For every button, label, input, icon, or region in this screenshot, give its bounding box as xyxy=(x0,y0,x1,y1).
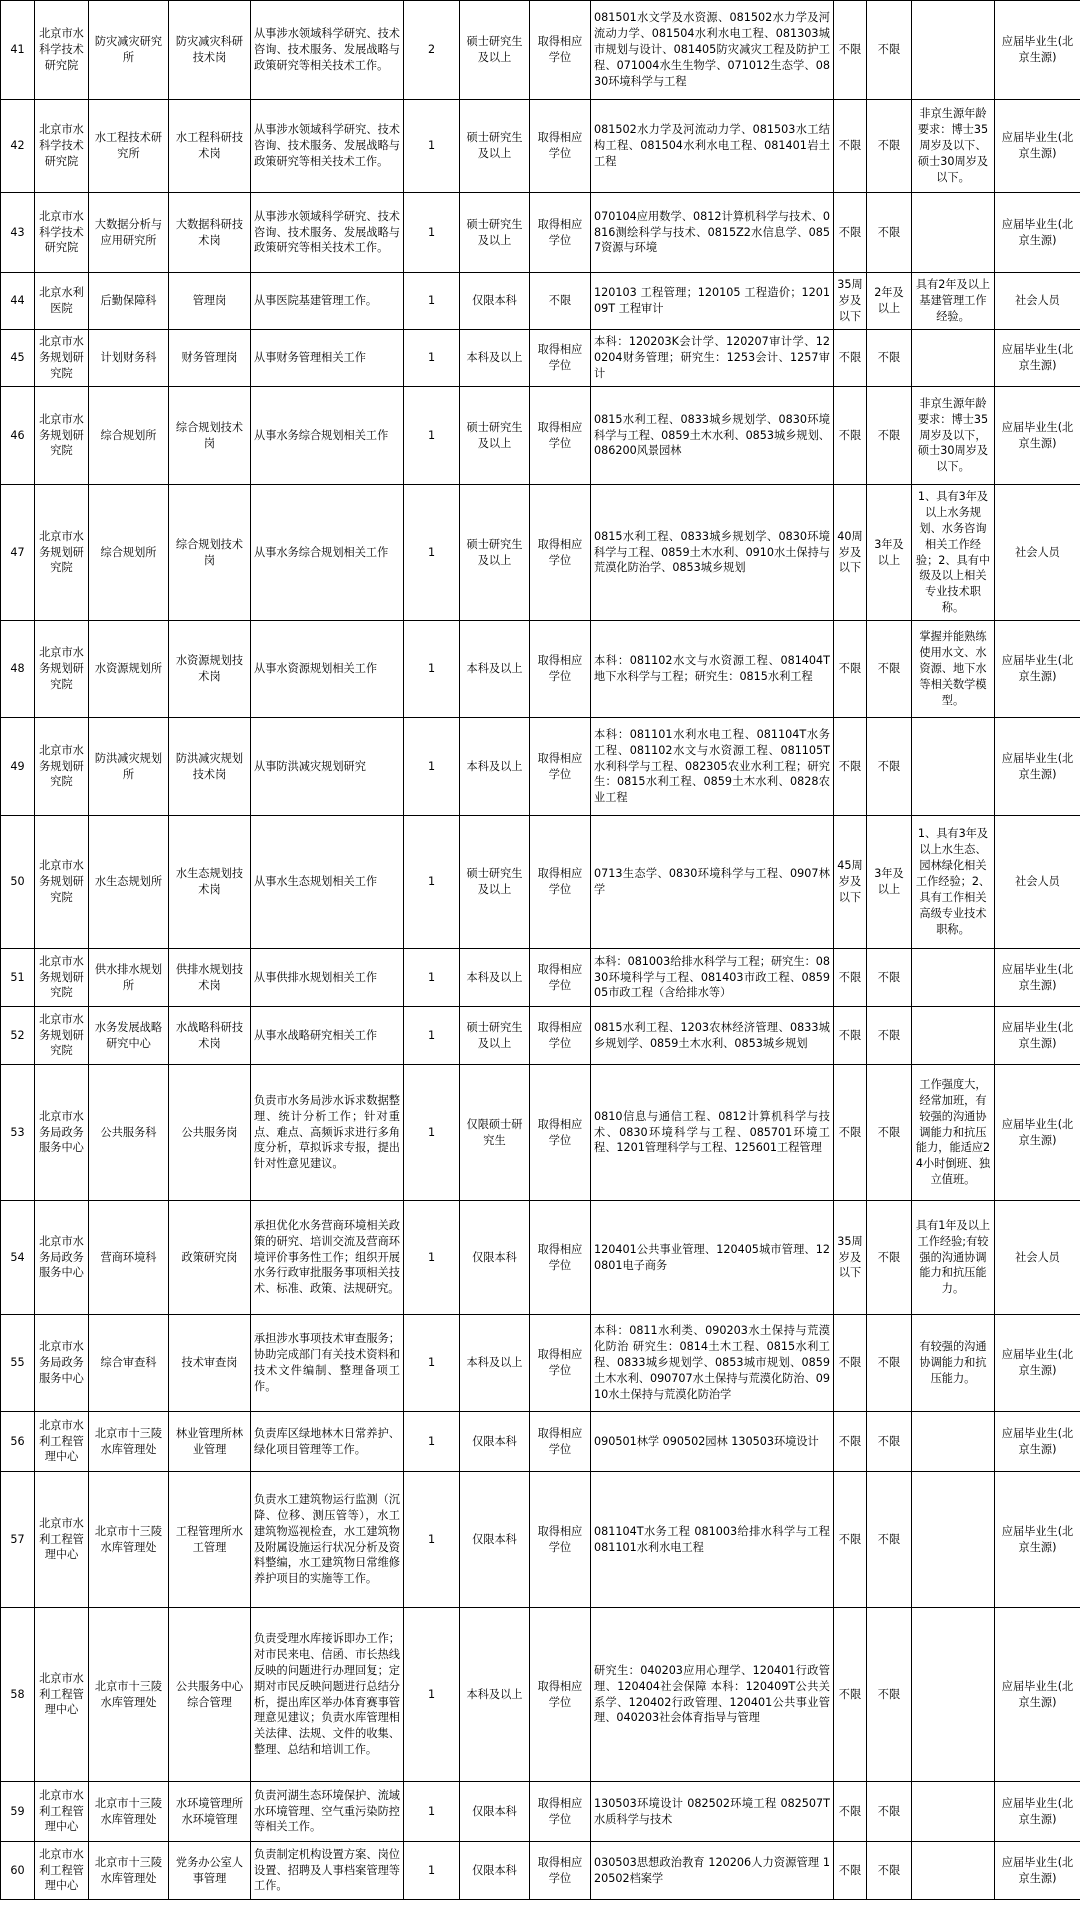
table-row xyxy=(1,718,1080,816)
row-number-cell: 49 xyxy=(1,718,35,816)
job-description-cell: 从事供排水规划相关工作 xyxy=(251,949,404,1007)
major-requirement-cell: 090501林学 090502园林 130503环境设计 xyxy=(591,1412,834,1472)
job-description-cell: 负责河湖生态环境保护、流域水环境管理、空气重污染防控等相关工作。 xyxy=(251,1782,404,1842)
education-cell: 仅限本科 xyxy=(460,1842,530,1900)
unit-name-cell: 北京市水务局政务服务中心 xyxy=(35,1315,89,1412)
table-row xyxy=(1,387,1080,485)
unit-name-cell: 北京市水利工程管理中心 xyxy=(35,1412,89,1472)
age-requirement-cell: 不限 xyxy=(834,1472,867,1608)
headcount-cell: 1 xyxy=(404,273,460,330)
major-requirement-cell: 本科：081003给排水科学与工程；研究生：0830环境科学与工程、081403市政工程、085905市政工程（含给排水等） xyxy=(591,949,834,1007)
education-cell: 仅限硕士研究生 xyxy=(460,1065,530,1201)
row-number-cell: 43 xyxy=(1,193,35,273)
department-cell: 综合审查科 xyxy=(89,1315,169,1412)
other-requirement-cell: 具有1年及以上工作经验;有较强的沟通协调能力和抗压能力。 xyxy=(912,1201,995,1315)
unit-name-cell: 北京市水科学技术研究院 xyxy=(35,1,89,100)
candidate-source-cell: 应届毕业生(北京生源) xyxy=(995,1412,1080,1472)
table-row xyxy=(1,1,1080,100)
major-requirement-cell: 0713生态学、0830环境科学与工程、0907林学 xyxy=(591,816,834,949)
candidate-source-cell: 应届毕业生(北京生源) xyxy=(995,1472,1080,1608)
degree-cell: 取得相应学位 xyxy=(530,1201,591,1315)
education-cell: 本科及以上 xyxy=(460,1315,530,1412)
candidate-source-cell: 应届毕业生(北京生源) xyxy=(995,330,1080,387)
degree-cell: 不限 xyxy=(530,273,591,330)
age-requirement-cell: 35周岁及以下 xyxy=(834,1201,867,1315)
unit-name-cell: 北京市水务局政务服务中心 xyxy=(35,1201,89,1315)
headcount-cell: 1 xyxy=(404,949,460,1007)
headcount-cell: 1 xyxy=(404,1782,460,1842)
experience-requirement-cell: 3年及以上 xyxy=(867,485,912,621)
job-description-cell: 从事防洪减灾规划研究 xyxy=(251,718,404,816)
degree-cell: 取得相应学位 xyxy=(530,1842,591,1900)
unit-name-cell: 北京水利医院 xyxy=(35,273,89,330)
table-row xyxy=(1,949,1080,1007)
education-cell: 本科及以上 xyxy=(460,1608,530,1782)
job-description-cell: 负责制定机构设置方案、岗位设置、招聘及人事档案管理等工作。 xyxy=(251,1842,404,1900)
unit-name-cell: 北京市水务局政务服务中心 xyxy=(35,1065,89,1201)
unit-name-cell: 北京市水务规划研究院 xyxy=(35,949,89,1007)
unit-name-cell: 北京市水利工程管理中心 xyxy=(35,1842,89,1900)
headcount-cell: 1 xyxy=(404,1065,460,1201)
degree-cell: 取得相应学位 xyxy=(530,1472,591,1608)
headcount-cell: 1 xyxy=(404,193,460,273)
department-cell: 北京市十三陵水库管理处 xyxy=(89,1782,169,1842)
education-cell: 硕士研究生及以上 xyxy=(460,1,530,100)
experience-requirement-cell: 不限 xyxy=(867,193,912,273)
row-number-cell: 56 xyxy=(1,1412,35,1472)
unit-name-cell: 北京市水务规划研究院 xyxy=(35,387,89,485)
headcount-cell: 1 xyxy=(404,485,460,621)
other-requirement-cell xyxy=(912,1782,995,1842)
unit-name-cell: 北京市水科学技术研究院 xyxy=(35,100,89,193)
education-cell: 硕士研究生及以上 xyxy=(460,816,530,949)
experience-requirement-cell: 不限 xyxy=(867,1782,912,1842)
job-description-cell: 从事涉水领域科学研究、技术咨询、技术服务、发展战略与政策研究等相关技术工作。 xyxy=(251,193,404,273)
education-cell: 硕士研究生及以上 xyxy=(460,193,530,273)
job-description-cell: 从事水战略研究相关工作 xyxy=(251,1007,404,1065)
department-cell: 北京市十三陵水库管理处 xyxy=(89,1842,169,1900)
major-requirement-cell: 130503环境设计 082502环境工程 082507T水质科学与技术 xyxy=(591,1782,834,1842)
experience-requirement-cell: 3年及以上 xyxy=(867,816,912,949)
degree-cell: 取得相应学位 xyxy=(530,100,591,193)
education-cell: 仅限本科 xyxy=(460,1472,530,1608)
major-requirement-cell: 081104T水务工程 081003给排水科学与工程 081101水利水电工程 xyxy=(591,1472,834,1608)
education-cell: 硕士研究生及以上 xyxy=(460,1007,530,1065)
table-row xyxy=(1,1065,1080,1201)
other-requirement-cell xyxy=(912,1842,995,1900)
job-description-cell: 从事水务综合规划相关工作 xyxy=(251,485,404,621)
other-requirement-cell: 非京生源年龄要求：博士35周岁及以下，硕士30周岁及以下。 xyxy=(912,387,995,485)
candidate-source-cell: 社会人员 xyxy=(995,1201,1080,1315)
education-cell: 硕士研究生及以上 xyxy=(460,387,530,485)
candidate-source-cell: 应届毕业生(北京生源) xyxy=(995,1842,1080,1900)
candidate-source-cell: 应届毕业生(北京生源) xyxy=(995,621,1080,718)
age-requirement-cell: 不限 xyxy=(834,1842,867,1900)
row-number-cell: 58 xyxy=(1,1608,35,1782)
unit-name-cell: 北京市水务规划研究院 xyxy=(35,1007,89,1065)
row-number-cell: 53 xyxy=(1,1065,35,1201)
unit-name-cell: 北京市水利工程管理中心 xyxy=(35,1472,89,1608)
candidate-source-cell: 应届毕业生(北京生源) xyxy=(995,1065,1080,1201)
other-requirement-cell xyxy=(912,1007,995,1065)
other-requirement-cell: 掌握并能熟练使用水文、水资源、地下水等相关数学模型。 xyxy=(912,621,995,718)
table-row xyxy=(1,621,1080,718)
table-row xyxy=(1,1412,1080,1472)
education-cell: 本科及以上 xyxy=(460,718,530,816)
department-cell: 综合规划所 xyxy=(89,485,169,621)
headcount-cell: 1 xyxy=(404,387,460,485)
row-number-cell: 46 xyxy=(1,387,35,485)
education-cell: 本科及以上 xyxy=(460,621,530,718)
job-description-cell: 负责库区绿地林木日常养护、绿化项目管理等工作。 xyxy=(251,1412,404,1472)
other-requirement-cell xyxy=(912,718,995,816)
row-number-cell: 60 xyxy=(1,1842,35,1900)
other-requirement-cell: 非京生源年龄要求：博士35周岁及以下、硕士30周岁及以下。 xyxy=(912,100,995,193)
age-requirement-cell: 不限 xyxy=(834,718,867,816)
table-row xyxy=(1,816,1080,949)
department-cell: 营商环境科 xyxy=(89,1201,169,1315)
post-name-cell: 政策研究岗 xyxy=(169,1201,251,1315)
education-cell: 本科及以上 xyxy=(460,330,530,387)
major-requirement-cell: 030503思想政治教育 120206人力资源管理 120502档案学 xyxy=(591,1842,834,1900)
department-cell: 公共服务科 xyxy=(89,1065,169,1201)
education-cell: 仅限本科 xyxy=(460,1782,530,1842)
post-name-cell: 公共服务岗 xyxy=(169,1065,251,1201)
post-name-cell: 供排水规划技术岗 xyxy=(169,949,251,1007)
education-cell: 仅限本科 xyxy=(460,1201,530,1315)
row-number-cell: 41 xyxy=(1,1,35,100)
candidate-source-cell: 应届毕业生(北京生源) xyxy=(995,1315,1080,1412)
major-requirement-cell: 本科：081101水利水电工程、081104T水务工程、081102水文与水资源工程、081105T水利科学与工程、082305农业水利工程；研究生：0815水利工程、0859土木水利、0828农业工程 xyxy=(591,718,834,816)
degree-cell: 取得相应学位 xyxy=(530,193,591,273)
unit-name-cell: 北京市水科学技术研究院 xyxy=(35,193,89,273)
department-cell: 水生态规划所 xyxy=(89,816,169,949)
candidate-source-cell: 应届毕业生(北京生源) xyxy=(995,1608,1080,1782)
headcount-cell: 2 xyxy=(404,1,460,100)
major-requirement-cell: 120103 工程管理；120105 工程造价；120109T 工程审计 xyxy=(591,273,834,330)
department-cell: 北京市十三陵水库管理处 xyxy=(89,1608,169,1782)
headcount-cell: 1 xyxy=(404,1007,460,1065)
row-number-cell: 54 xyxy=(1,1201,35,1315)
experience-requirement-cell: 不限 xyxy=(867,1007,912,1065)
department-cell: 北京市十三陵水库管理处 xyxy=(89,1472,169,1608)
department-cell: 大数据分析与应用研究所 xyxy=(89,193,169,273)
major-requirement-cell: 本科：081102水文与水资源工程、081404T地下水科学与工程；研究生：0815水利工程 xyxy=(591,621,834,718)
age-requirement-cell: 不限 xyxy=(834,1608,867,1782)
major-requirement-cell: 本科：0811水利类、090203水土保持与荒漠化防治 研究生：0814土木工程、0815水利工程、0833城乡规划学、0853城市规划、0859土木水利、090707水土保持与荒漠化防治、0910水土保持与荒漠化防治学 xyxy=(591,1315,834,1412)
other-requirement-cell xyxy=(912,1,995,100)
table-row xyxy=(1,485,1080,621)
department-cell: 综合规划所 xyxy=(89,387,169,485)
age-requirement-cell: 不限 xyxy=(834,330,867,387)
department-cell: 计划财务科 xyxy=(89,330,169,387)
degree-cell: 取得相应学位 xyxy=(530,1412,591,1472)
candidate-source-cell: 社会人员 xyxy=(995,273,1080,330)
degree-cell: 取得相应学位 xyxy=(530,1782,591,1842)
row-number-cell: 50 xyxy=(1,816,35,949)
candidate-source-cell: 应届毕业生(北京生源) xyxy=(995,100,1080,193)
post-name-cell: 水战略科研技术岗 xyxy=(169,1007,251,1065)
major-requirement-cell: 0815水利工程、0833城乡规划学、0830环境科学与工程、0859土木水利、0853城乡规划、086200风景园林 xyxy=(591,387,834,485)
experience-requirement-cell: 不限 xyxy=(867,949,912,1007)
job-description-cell: 负责水工建筑物运行监测（沉降、位移、测压管等），水工建筑物巡视检查，水工建筑物及附属设施运行状况分析及资料整编，水工建筑物日常维修养护项目的实施等工作。 xyxy=(251,1472,404,1608)
job-description-cell: 负责市水务局涉水诉求数据整理、统计分析工作；针对重点、难点、高频诉求进行多角度分析，草拟诉求专报，提出针对性意见建议。 xyxy=(251,1065,404,1201)
major-requirement-cell: 081502水力学及河流动力学、081503水工结构工程、081504水利水电工程、081401岩土工程 xyxy=(591,100,834,193)
age-requirement-cell: 35周岁及以下 xyxy=(834,273,867,330)
experience-requirement-cell: 不限 xyxy=(867,1412,912,1472)
candidate-source-cell: 应届毕业生(北京生源) xyxy=(995,387,1080,485)
row-number-cell: 55 xyxy=(1,1315,35,1412)
degree-cell: 取得相应学位 xyxy=(530,330,591,387)
candidate-source-cell: 应届毕业生(北京生源) xyxy=(995,1007,1080,1065)
table-row xyxy=(1,1201,1080,1315)
degree-cell: 取得相应学位 xyxy=(530,1,591,100)
education-cell: 硕士研究生及以上 xyxy=(460,100,530,193)
other-requirement-cell xyxy=(912,330,995,387)
row-number-cell: 52 xyxy=(1,1007,35,1065)
job-description-cell: 从事水资源规划相关工作 xyxy=(251,621,404,718)
job-description-cell: 从事水生态规划相关工作 xyxy=(251,816,404,949)
experience-requirement-cell: 不限 xyxy=(867,1,912,100)
education-cell: 仅限本科 xyxy=(460,1412,530,1472)
other-requirement-cell xyxy=(912,949,995,1007)
degree-cell: 取得相应学位 xyxy=(530,718,591,816)
headcount-cell: 1 xyxy=(404,718,460,816)
degree-cell: 取得相应学位 xyxy=(530,387,591,485)
job-description-cell: 承担优化水务营商环境相关政策的研究、培训交流及营商环境评价事务性工作；组织开展水务行政审批服务事项相关技术、标准、政策、法规研究。 xyxy=(251,1201,404,1315)
table-row xyxy=(1,1608,1080,1782)
table-row xyxy=(1,1472,1080,1608)
post-name-cell: 技术审查岗 xyxy=(169,1315,251,1412)
experience-requirement-cell: 不限 xyxy=(867,1065,912,1201)
major-requirement-cell: 0810信息与通信工程、0812计算机科学与技术、0830环境科学与工程、085701环境工程、1201管理科学与工程、125601工程管理 xyxy=(591,1065,834,1201)
post-name-cell: 防洪减灾规划技术岗 xyxy=(169,718,251,816)
unit-name-cell: 北京市水利工程管理中心 xyxy=(35,1608,89,1782)
candidate-source-cell: 应届毕业生(北京生源) xyxy=(995,1782,1080,1842)
row-number-cell: 45 xyxy=(1,330,35,387)
age-requirement-cell: 不限 xyxy=(834,1315,867,1412)
row-number-cell: 48 xyxy=(1,621,35,718)
headcount-cell: 1 xyxy=(404,1412,460,1472)
experience-requirement-cell: 不限 xyxy=(867,1201,912,1315)
post-name-cell: 水环境管理所水环境管理 xyxy=(169,1782,251,1842)
department-cell: 水工程技术研究所 xyxy=(89,100,169,193)
experience-requirement-cell: 不限 xyxy=(867,718,912,816)
candidate-source-cell: 社会人员 xyxy=(995,816,1080,949)
headcount-cell: 1 xyxy=(404,1315,460,1412)
headcount-cell: 1 xyxy=(404,1842,460,1900)
row-number-cell: 59 xyxy=(1,1782,35,1842)
other-requirement-cell xyxy=(912,1472,995,1608)
age-requirement-cell: 不限 xyxy=(834,1007,867,1065)
post-name-cell: 大数据科研技术岗 xyxy=(169,193,251,273)
table-row xyxy=(1,100,1080,193)
age-requirement-cell: 不限 xyxy=(834,100,867,193)
candidate-source-cell: 应届毕业生(北京生源) xyxy=(995,193,1080,273)
age-requirement-cell: 不限 xyxy=(834,949,867,1007)
table-row xyxy=(1,1782,1080,1842)
unit-name-cell: 北京市水务规划研究院 xyxy=(35,485,89,621)
post-name-cell: 水资源规划技术岗 xyxy=(169,621,251,718)
age-requirement-cell: 不限 xyxy=(834,1065,867,1201)
degree-cell: 取得相应学位 xyxy=(530,485,591,621)
headcount-cell: 1 xyxy=(404,1472,460,1608)
headcount-cell: 1 xyxy=(404,330,460,387)
other-requirement-cell: 工作强度大，经常加班，有较强的沟通协调能力和抗压能力，能适应24小时倒班、独立值班。 xyxy=(912,1065,995,1201)
job-description-cell: 从事水务综合规划相关工作 xyxy=(251,387,404,485)
candidate-source-cell: 应届毕业生(北京生源) xyxy=(995,1,1080,100)
degree-cell: 取得相应学位 xyxy=(530,816,591,949)
age-requirement-cell: 45周岁及以下 xyxy=(834,816,867,949)
job-description-cell: 从事涉水领域科学研究、技术咨询、技术服务、发展战略与政策研究等相关技术工作。 xyxy=(251,1,404,100)
table-row xyxy=(1,1842,1080,1900)
other-requirement-cell: 1、具有3年及以上水生态、园林绿化相关工作经验；2、具有工作相关高级专业技术职称。 xyxy=(912,816,995,949)
job-description-cell: 承担涉水事项技术审查服务；协助完成部门有关技术资料和技术文件编制、整理备项工作。 xyxy=(251,1315,404,1412)
other-requirement-cell: 1、具有3年及以上水务规划、水务咨询相关工作经验；2、具有中级及以上相关专业技术职称。 xyxy=(912,485,995,621)
age-requirement-cell: 不限 xyxy=(834,1782,867,1842)
other-requirement-cell xyxy=(912,1412,995,1472)
unit-name-cell: 北京市水务规划研究院 xyxy=(35,621,89,718)
age-requirement-cell: 不限 xyxy=(834,1,867,100)
major-requirement-cell: 070104应用数学、0812计算机科学与技术、0816测绘科学与技术、0815Z2水信息学、0857资源与环境 xyxy=(591,193,834,273)
post-name-cell: 水工程科研技术岗 xyxy=(169,100,251,193)
other-requirement-cell: 有较强的沟通协调能力和抗压能力。 xyxy=(912,1315,995,1412)
headcount-cell: 1 xyxy=(404,1201,460,1315)
table-row xyxy=(1,1007,1080,1065)
table-row xyxy=(1,193,1080,273)
headcount-cell: 1 xyxy=(404,621,460,718)
other-requirement-cell xyxy=(912,193,995,273)
major-requirement-cell: 120401公共事业管理、120405城市管理、120801电子商务 xyxy=(591,1201,834,1315)
job-description-cell: 从事医院基建管理工作。 xyxy=(251,273,404,330)
education-cell: 本科及以上 xyxy=(460,949,530,1007)
unit-name-cell: 北京市水务规划研究院 xyxy=(35,816,89,949)
post-name-cell: 林业管理所林业管理 xyxy=(169,1412,251,1472)
age-requirement-cell: 不限 xyxy=(834,387,867,485)
candidate-source-cell: 应届毕业生(北京生源) xyxy=(995,949,1080,1007)
degree-cell: 取得相应学位 xyxy=(530,1065,591,1201)
department-cell: 防洪减灾规划所 xyxy=(89,718,169,816)
row-number-cell: 51 xyxy=(1,949,35,1007)
unit-name-cell: 北京市水利工程管理中心 xyxy=(35,1782,89,1842)
education-cell: 硕士研究生及以上 xyxy=(460,485,530,621)
experience-requirement-cell: 不限 xyxy=(867,621,912,718)
experience-requirement-cell: 不限 xyxy=(867,1842,912,1900)
post-name-cell: 党务办公室人事管理 xyxy=(169,1842,251,1900)
table-row xyxy=(1,1315,1080,1412)
candidate-source-cell: 应届毕业生(北京生源) xyxy=(995,718,1080,816)
education-cell: 仅限本科 xyxy=(460,273,530,330)
post-name-cell: 水生态规划技术岗 xyxy=(169,816,251,949)
degree-cell: 取得相应学位 xyxy=(530,1007,591,1065)
experience-requirement-cell: 不限 xyxy=(867,1608,912,1782)
age-requirement-cell: 不限 xyxy=(834,621,867,718)
major-requirement-cell: 081501水文学及水资源、081502水力学及河流动力学、081504水利水电工程、081303城市规划与设计、081405防灾减灾工程及防护工程、071004水生生物学、071012生态学、0830环境科学与工程 xyxy=(591,1,834,100)
post-name-cell: 综合规划技术岗 xyxy=(169,485,251,621)
job-description-cell: 从事涉水领域科学研究、技术咨询、技术服务、发展战略与政策研究等相关技术工作。 xyxy=(251,100,404,193)
candidate-source-cell: 社会人员 xyxy=(995,485,1080,621)
table-row xyxy=(1,273,1080,330)
other-requirement-cell: 具有2年及以上基建管理工作经验。 xyxy=(912,273,995,330)
unit-name-cell: 北京市水务规划研究院 xyxy=(35,718,89,816)
headcount-cell: 1 xyxy=(404,1608,460,1782)
job-description-cell: 负责受理水库接诉即办工作；对市民来电、信函、市长热线反映的问题进行办理回复；定期对市民反映问题进行总结分析，提出库区举办体育赛事管理意见建议；负责水库管理相关法律、法规、文件的收集、整理、总结和培训工作。 xyxy=(251,1608,404,1782)
row-number-cell: 47 xyxy=(1,485,35,621)
experience-requirement-cell: 不限 xyxy=(867,1472,912,1608)
experience-requirement-cell: 不限 xyxy=(867,387,912,485)
department-cell: 北京市十三陵水库管理处 xyxy=(89,1412,169,1472)
post-name-cell: 工程管理所水工管理 xyxy=(169,1472,251,1608)
other-requirement-cell xyxy=(912,1608,995,1782)
department-cell: 防灾减灾研究所 xyxy=(89,1,169,100)
experience-requirement-cell: 2年及以上 xyxy=(867,273,912,330)
degree-cell: 取得相应学位 xyxy=(530,621,591,718)
post-name-cell: 综合规划技术岗 xyxy=(169,387,251,485)
job-description-cell: 从事财务管理相关工作 xyxy=(251,330,404,387)
unit-name-cell: 北京市水务规划研究院 xyxy=(35,330,89,387)
department-cell: 供水排水规划所 xyxy=(89,949,169,1007)
degree-cell: 取得相应学位 xyxy=(530,1315,591,1412)
age-requirement-cell: 不限 xyxy=(834,193,867,273)
degree-cell: 取得相应学位 xyxy=(530,1608,591,1782)
post-name-cell: 公共服务中心综合管理 xyxy=(169,1608,251,1782)
experience-requirement-cell: 不限 xyxy=(867,100,912,193)
major-requirement-cell: 0815水利工程、1203农林经济管理、0833城乡规划学、0859土木水利、0853城乡规划 xyxy=(591,1007,834,1065)
major-requirement-cell: 研究生：040203应用心理学、120401行政管理、120404社会保障 本科：120409T公共关系学、120402行政管理、120401公共事业管理、040203社会体育指导与管理 xyxy=(591,1608,834,1782)
age-requirement-cell: 不限 xyxy=(834,1412,867,1472)
degree-cell: 取得相应学位 xyxy=(530,949,591,1007)
row-number-cell: 44 xyxy=(1,273,35,330)
department-cell: 水资源规划所 xyxy=(89,621,169,718)
post-name-cell: 财务管理岗 xyxy=(169,330,251,387)
experience-requirement-cell: 不限 xyxy=(867,330,912,387)
headcount-cell: 1 xyxy=(404,816,460,949)
age-requirement-cell: 40周岁及以下 xyxy=(834,485,867,621)
department-cell: 后勤保障科 xyxy=(89,273,169,330)
experience-requirement-cell: 不限 xyxy=(867,1315,912,1412)
headcount-cell: 1 xyxy=(404,100,460,193)
post-name-cell: 防灾减灾科研技术岗 xyxy=(169,1,251,100)
department-cell: 水务发展战略研究中心 xyxy=(89,1007,169,1065)
major-requirement-cell: 0815水利工程、0833城乡规划学、0830环境科学与工程、0859土木水利、0910水土保持与荒漠化防治学、0853城乡规划 xyxy=(591,485,834,621)
major-requirement-cell: 本科：120203K会计学、120207审计学、120204财务管理；研究生：1253会计、1257审计 xyxy=(591,330,834,387)
post-name-cell: 管理岗 xyxy=(169,273,251,330)
table-row xyxy=(1,330,1080,387)
row-number-cell: 42 xyxy=(1,100,35,193)
row-number-cell: 57 xyxy=(1,1472,35,1608)
